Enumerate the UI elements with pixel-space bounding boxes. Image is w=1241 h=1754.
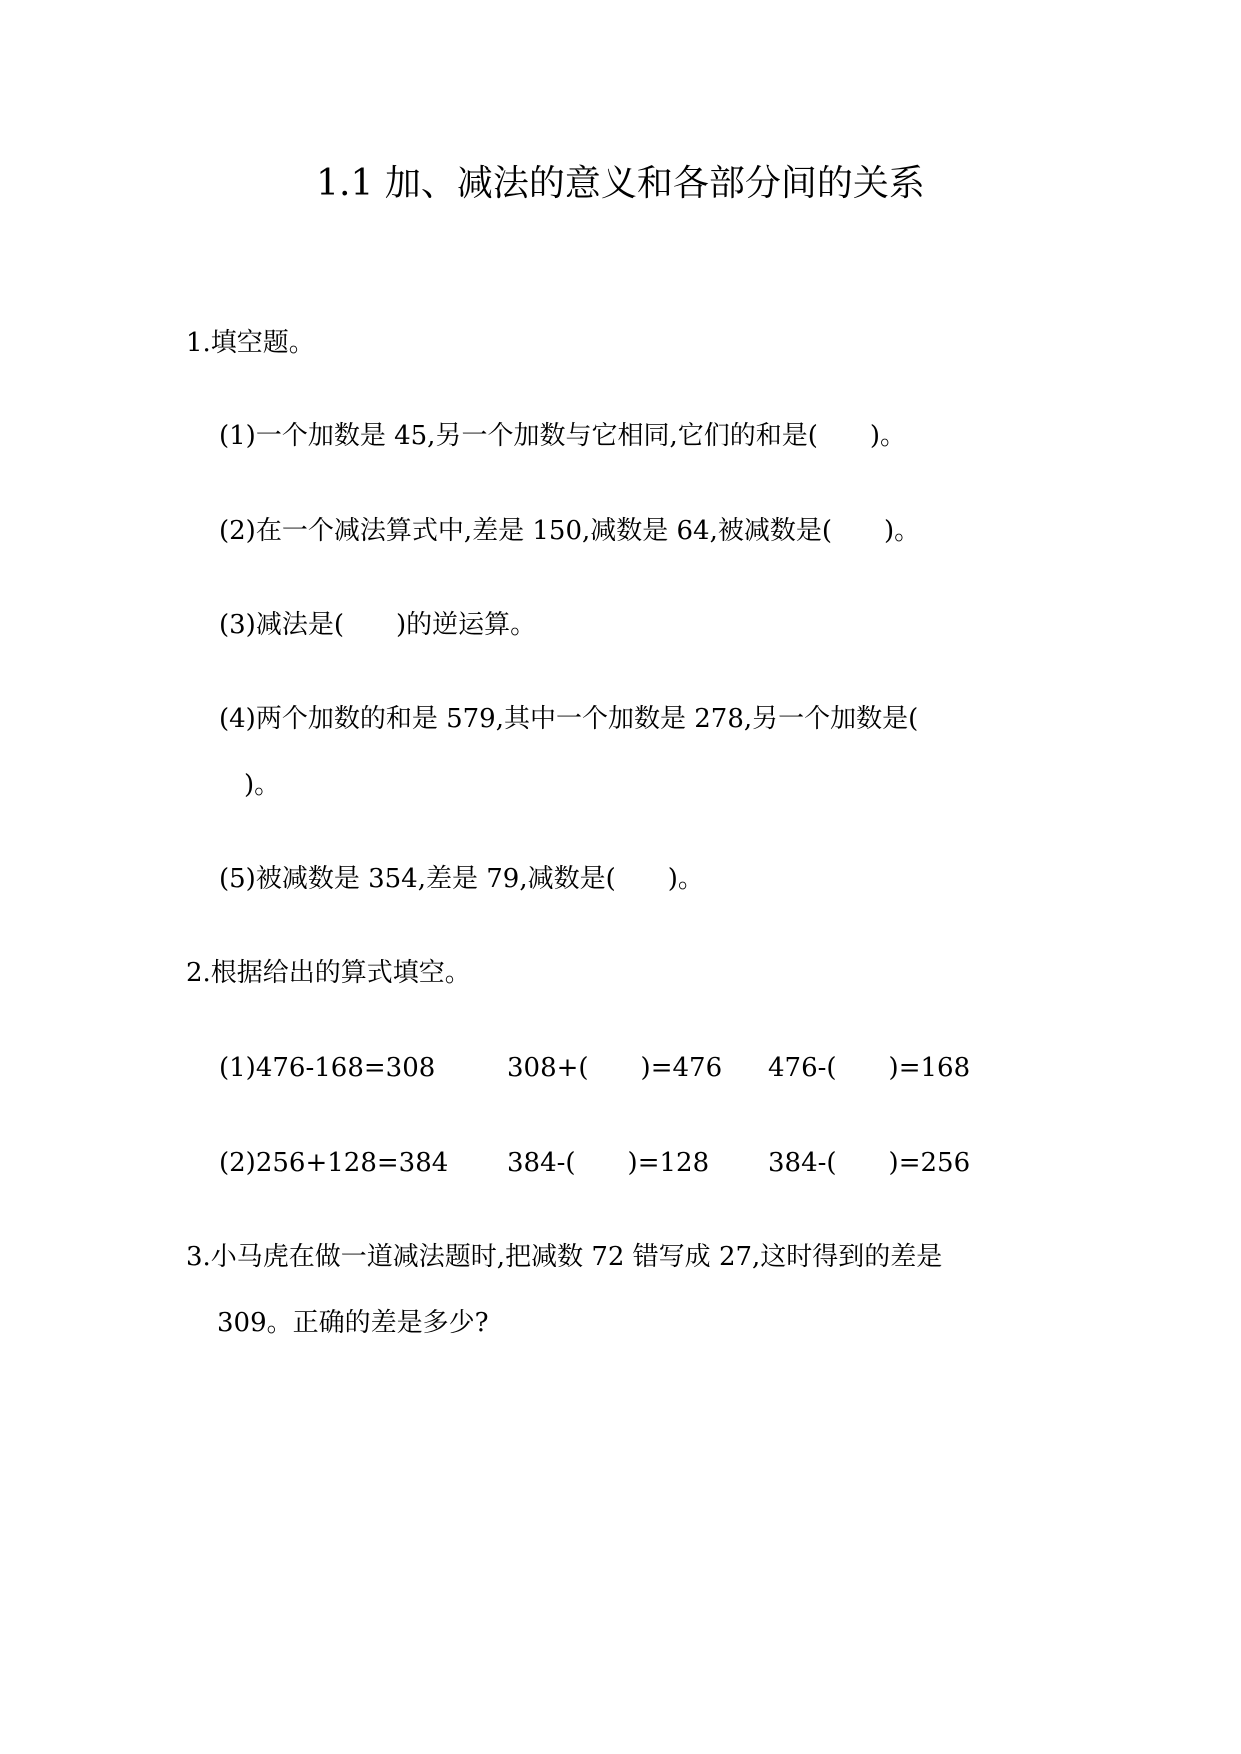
question-1-4-continuation: )。 (244, 770, 281, 800)
fill-blank-equation: 476-( )=168 (768, 1053, 971, 1083)
fill-blank-equation: 384-( )=256 (768, 1148, 971, 1178)
fill-blank-equation: 308+( )=476 (507, 1053, 723, 1083)
section-2-heading: 2.根据给出的算式填空。 (186, 958, 471, 988)
question-1-3: (3)减法是( )的逆运算。 (219, 610, 537, 640)
question-1-1: (1)一个加数是 45,另一个加数与它相同,它们的和是( )。 (219, 421, 906, 451)
section-3-question-continuation: 309。正确的差是多少? (217, 1308, 489, 1338)
fill-blank-equation: 384-( )=128 (507, 1148, 710, 1178)
question-1-5: (5)被减数是 354,差是 79,减数是( )。 (219, 864, 704, 894)
given-equation: (1)476-168=308 (219, 1053, 436, 1083)
section-1-heading: 1.填空题。 (186, 328, 315, 358)
page-title: 1.1 加、减法的意义和各部分间的关系 (316, 163, 925, 204)
given-equation: (2)256+128=384 (219, 1148, 449, 1178)
question-1-2: (2)在一个减法算式中,差是 150,减数是 64,被减数是( )。 (219, 516, 921, 546)
question-1-4: (4)两个加数的和是 579,其中一个加数是 278,另一个加数是( (219, 704, 919, 734)
section-3-question: 3.小马虎在做一道减法题时,把减数 72 错写成 27,这时得到的差是 (186, 1242, 943, 1272)
